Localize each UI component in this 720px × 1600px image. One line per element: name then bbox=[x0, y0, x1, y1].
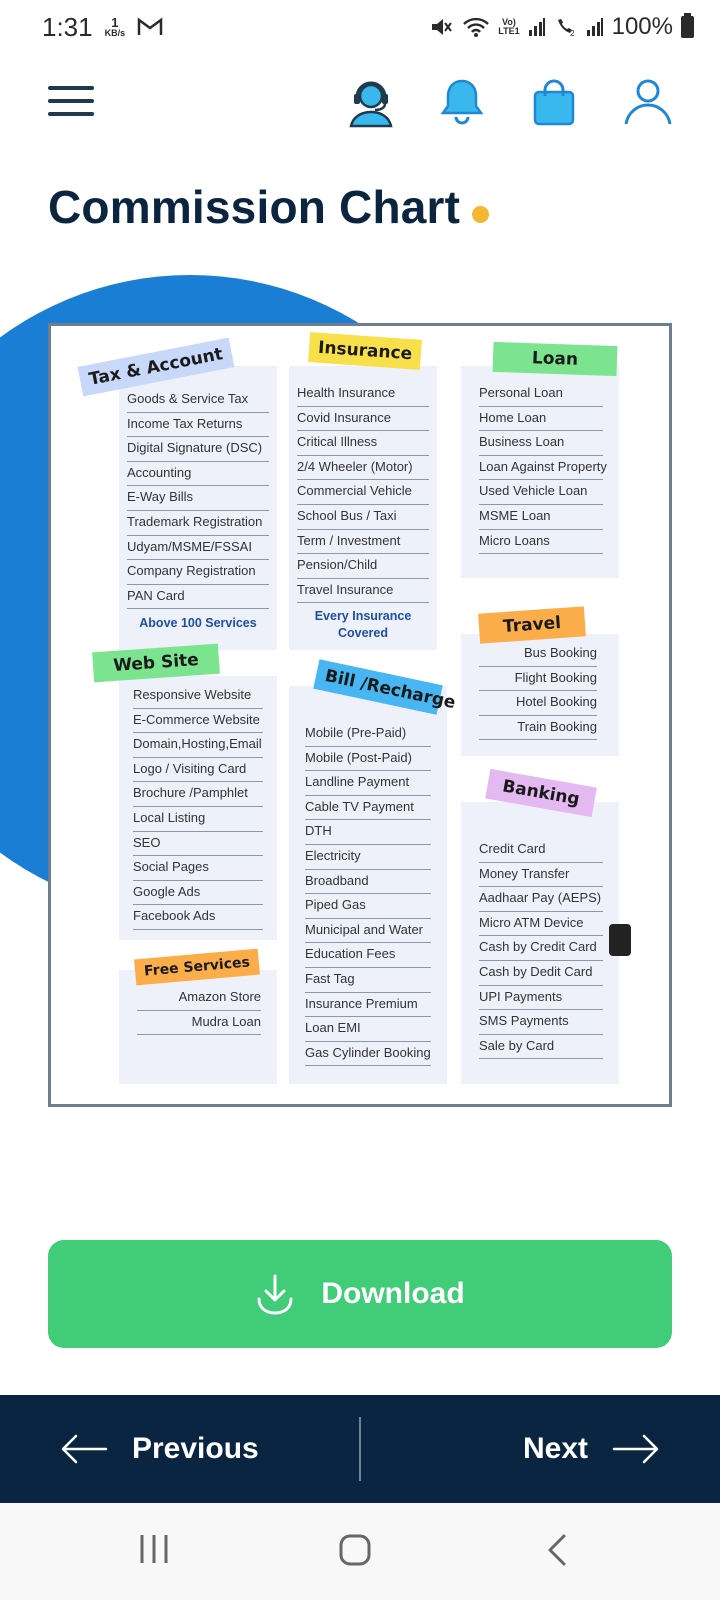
list-item: Critical Illness bbox=[297, 431, 429, 456]
home-icon[interactable] bbox=[338, 1533, 372, 1567]
list-item: Domain,Hosting,Email bbox=[133, 733, 263, 758]
list-item: PAN Card bbox=[127, 585, 269, 610]
commission-chart-image bbox=[48, 323, 672, 1107]
tag-bill-recharge: Bill /Recharge bbox=[313, 659, 442, 715]
page-title: Commission Chart bbox=[48, 181, 461, 233]
list-item: Travel Insurance bbox=[297, 579, 429, 604]
page-title-block bbox=[48, 180, 489, 234]
list-item: Facebook Ads bbox=[133, 905, 263, 930]
list-item: Fast Tag bbox=[305, 968, 431, 993]
list-item: Hotel Booking bbox=[479, 691, 597, 716]
list-item: Municipal and Water bbox=[305, 919, 431, 944]
list-item: E-Commerce Website bbox=[133, 709, 263, 734]
list-item: School Bus / Taxi bbox=[297, 505, 429, 530]
previous-label: Previous bbox=[132, 1432, 259, 1465]
tag-banking: Banking bbox=[485, 769, 597, 817]
tax-note: Above 100 Services bbox=[139, 616, 257, 630]
list-bill bbox=[305, 722, 431, 1066]
list-item: DTH bbox=[305, 820, 431, 845]
list-item: Responsive Website bbox=[133, 684, 263, 709]
app-header bbox=[0, 64, 720, 144]
list-item: Company Registration bbox=[127, 560, 269, 585]
list-banking bbox=[479, 838, 603, 1059]
battery-icon bbox=[681, 16, 694, 38]
list-item: Term / Investment bbox=[297, 530, 429, 555]
list-item: Cash by Credit Card bbox=[479, 936, 603, 961]
list-item: SEO bbox=[133, 832, 263, 857]
list-item: Mudra Loan bbox=[137, 1011, 261, 1036]
list-item: Home Loan bbox=[479, 407, 603, 432]
system-nav-bar bbox=[0, 1503, 720, 1600]
status-bar bbox=[0, 0, 720, 54]
list-item: Insurance Premium bbox=[305, 993, 431, 1018]
previous-button[interactable] bbox=[0, 1395, 360, 1503]
list-item: Loan EMI bbox=[305, 1017, 431, 1042]
volte-indicator: Vo) LTE1 bbox=[498, 17, 520, 36]
list-item: Aadhaar Pay (AEPS) bbox=[479, 887, 603, 912]
list-item: Covid Insurance bbox=[297, 407, 429, 432]
list-item: Brochure /Pamphlet bbox=[133, 782, 263, 807]
bottom-nav bbox=[0, 1395, 720, 1503]
menu-icon[interactable] bbox=[48, 82, 96, 120]
list-item: Google Ads bbox=[133, 881, 263, 906]
list-item: Broadband bbox=[305, 870, 431, 895]
list-item: Loan Against Property bbox=[479, 456, 603, 481]
list-item: Logo / Visiting Card bbox=[133, 758, 263, 783]
list-item: Micro ATM Device bbox=[479, 912, 603, 937]
download-button[interactable] bbox=[48, 1240, 672, 1348]
list-item: Cash by Dedit Card bbox=[479, 961, 603, 986]
list-item: Mobile (Post-Paid) bbox=[305, 747, 431, 772]
list-item: Train Booking bbox=[479, 716, 597, 741]
signal-icon bbox=[528, 17, 546, 37]
list-item: Gas Cylinder Booking bbox=[305, 1042, 431, 1067]
tag-website: Web Site bbox=[92, 644, 220, 683]
insurance-note: Every Insurance Covered bbox=[314, 609, 412, 640]
tag-travel: Travel bbox=[478, 606, 586, 643]
signal-icon-2 bbox=[586, 17, 604, 37]
network-speed: 1 KB/s bbox=[104, 14, 126, 38]
list-item: Business Loan bbox=[479, 431, 603, 456]
list-insurance bbox=[297, 382, 429, 603]
download-label: Download bbox=[321, 1277, 465, 1310]
gmail-icon bbox=[137, 17, 163, 37]
list-item: Mobile (Pre-Paid) bbox=[305, 722, 431, 747]
list-item: Social Pages bbox=[133, 856, 263, 881]
mute-icon bbox=[430, 16, 454, 38]
tag-free-services: Free Services bbox=[134, 949, 260, 986]
list-item: Local Listing bbox=[133, 807, 263, 832]
list-item: Udyam/MSME/FSSAI bbox=[127, 536, 269, 561]
list-item: Flight Booking bbox=[479, 667, 597, 692]
list-item: Micro Loans bbox=[479, 530, 603, 555]
next-button[interactable] bbox=[360, 1395, 720, 1503]
bell-icon[interactable] bbox=[436, 76, 488, 128]
list-item: Digital Signature (DSC) bbox=[127, 437, 269, 462]
list-free bbox=[137, 986, 261, 1035]
status-left bbox=[42, 12, 163, 43]
list-item: Commercial Vehicle bbox=[297, 480, 429, 505]
battery-level: 100% bbox=[611, 13, 673, 40]
list-item: Education Fees bbox=[305, 943, 431, 968]
tag-tax-account: Tax & Account bbox=[78, 338, 235, 397]
list-item: Credit Card bbox=[479, 838, 603, 863]
list-item: Electricity bbox=[305, 845, 431, 870]
list-item: Cable TV Payment bbox=[305, 796, 431, 821]
next-label: Next bbox=[522, 1432, 588, 1465]
list-item: Used Vehicle Loan bbox=[479, 480, 603, 505]
list-item: Goods & Service Tax bbox=[127, 388, 269, 413]
arrow-left-icon bbox=[60, 1434, 108, 1464]
list-tax bbox=[127, 388, 269, 609]
support-agent-icon[interactable] bbox=[345, 76, 397, 128]
wifi-calling-icon bbox=[554, 17, 578, 37]
back-icon[interactable] bbox=[546, 1533, 568, 1567]
list-item: Landline Payment bbox=[305, 771, 431, 796]
title-accent-dot bbox=[472, 206, 489, 223]
tag-loan: Loan bbox=[493, 342, 618, 376]
status-time: 1:31 bbox=[42, 11, 93, 42]
list-item: Amazon Store bbox=[137, 986, 261, 1011]
list-item: Pension/Child bbox=[297, 554, 429, 579]
shopping-bag-icon[interactable] bbox=[528, 76, 580, 128]
list-item: 2/4 Wheeler (Motor) bbox=[297, 456, 429, 481]
list-item: Piped Gas bbox=[305, 894, 431, 919]
tag-insurance: Insurance bbox=[308, 332, 422, 370]
arrow-right-icon bbox=[612, 1434, 660, 1464]
user-icon[interactable] bbox=[622, 76, 674, 128]
pos-device-icon bbox=[609, 924, 631, 956]
list-item: Accounting bbox=[127, 462, 269, 487]
list-item: Money Transfer bbox=[479, 863, 603, 888]
list-loan bbox=[479, 382, 607, 554]
status-right bbox=[430, 13, 694, 41]
list-item: SMS Payments bbox=[479, 1010, 603, 1035]
list-item: E-Way Bills bbox=[127, 486, 269, 511]
list-item: MSME Loan bbox=[479, 505, 603, 530]
recent-apps-icon[interactable] bbox=[138, 1533, 170, 1565]
wifi-icon bbox=[462, 16, 490, 38]
list-item: Personal Loan bbox=[479, 382, 603, 407]
svg-text:2: 2 bbox=[569, 29, 575, 37]
list-website bbox=[133, 684, 263, 930]
list-item: Sale by Card bbox=[479, 1035, 603, 1060]
list-item: Bus Booking bbox=[479, 642, 597, 667]
list-item: UPI Payments bbox=[479, 986, 603, 1011]
download-icon bbox=[255, 1273, 295, 1315]
list-item: Income Tax Returns bbox=[127, 413, 269, 438]
list-travel bbox=[479, 642, 597, 740]
list-item: Trademark Registration bbox=[127, 511, 269, 536]
nav-divider bbox=[359, 1417, 361, 1481]
list-item: Health Insurance bbox=[297, 382, 429, 407]
